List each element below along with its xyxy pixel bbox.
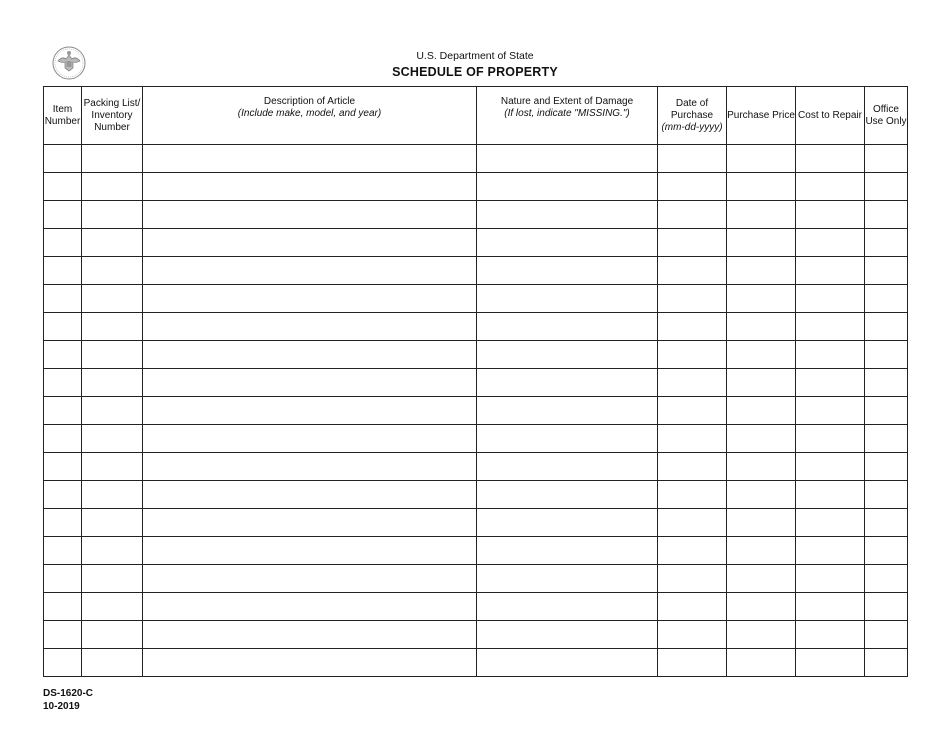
schedule-body bbox=[44, 145, 908, 677]
cell-cost-to-repair[interactable] bbox=[796, 481, 865, 509]
header-row bbox=[44, 87, 908, 145]
table-row bbox=[44, 369, 908, 397]
cell-description[interactable] bbox=[143, 481, 477, 509]
cell-description[interactable] bbox=[143, 201, 477, 229]
cell-date-of-purchase[interactable] bbox=[658, 313, 727, 341]
cell-packing-list[interactable] bbox=[82, 201, 143, 229]
cell-date-of-purchase[interactable] bbox=[658, 537, 727, 565]
cell-item-number[interactable] bbox=[44, 201, 82, 229]
cell-office-use[interactable] bbox=[865, 621, 908, 649]
cell-cost-to-repair[interactable] bbox=[796, 509, 865, 537]
col-header-purchase-price: Purchase Price bbox=[727, 87, 796, 145]
cell-packing-list[interactable] bbox=[82, 313, 143, 341]
cell-description[interactable] bbox=[143, 341, 477, 369]
table-row bbox=[44, 481, 908, 509]
col-header-item-number: Item Number bbox=[44, 87, 82, 145]
cell-packing-list[interactable] bbox=[82, 145, 143, 173]
cell-packing-list[interactable] bbox=[82, 369, 143, 397]
cell-damage[interactable] bbox=[477, 285, 658, 313]
col-header-cost-to-repair: Cost to Repair bbox=[796, 87, 865, 145]
cell-description[interactable] bbox=[143, 229, 477, 257]
table-row bbox=[44, 313, 908, 341]
cell-date-of-purchase[interactable] bbox=[658, 145, 727, 173]
cell-damage[interactable] bbox=[477, 509, 658, 537]
cell-cost-to-repair[interactable] bbox=[796, 649, 865, 677]
cell-cost-to-repair[interactable] bbox=[796, 201, 865, 229]
cell-item-number[interactable] bbox=[44, 453, 82, 481]
cell-damage[interactable] bbox=[477, 229, 658, 257]
cell-packing-list[interactable] bbox=[82, 257, 143, 285]
cell-office-use[interactable] bbox=[865, 369, 908, 397]
cell-office-use[interactable] bbox=[865, 649, 908, 677]
property-schedule-table bbox=[43, 86, 908, 677]
cell-damage[interactable] bbox=[477, 453, 658, 481]
col-header-packing-list: Packing List/ Inventory Number bbox=[82, 87, 143, 145]
cell-description[interactable] bbox=[143, 649, 477, 677]
col-header-description: Description of Article (Include make, model, and year) bbox=[143, 87, 477, 145]
cell-cost-to-repair[interactable] bbox=[796, 593, 865, 621]
cell-purchase-price[interactable] bbox=[727, 201, 796, 229]
cell-packing-list[interactable] bbox=[82, 649, 143, 677]
cell-packing-list[interactable] bbox=[82, 229, 143, 257]
table-row bbox=[44, 649, 908, 677]
cell-date-of-purchase[interactable] bbox=[658, 481, 727, 509]
form-identifier bbox=[43, 687, 93, 713]
cell-item-number[interactable] bbox=[44, 593, 82, 621]
cell-damage[interactable] bbox=[477, 425, 658, 453]
form-revision: 10-2019 bbox=[43, 701, 80, 712]
cell-item-number[interactable] bbox=[44, 257, 82, 285]
cell-purchase-price[interactable] bbox=[727, 397, 796, 425]
cell-purchase-price[interactable] bbox=[727, 593, 796, 621]
cell-item-number[interactable] bbox=[44, 565, 82, 593]
cell-office-use[interactable] bbox=[865, 145, 908, 173]
cell-purchase-price[interactable] bbox=[727, 621, 796, 649]
cell-cost-to-repair[interactable] bbox=[796, 173, 865, 201]
cell-packing-list[interactable] bbox=[82, 285, 143, 313]
cell-packing-list[interactable] bbox=[82, 621, 143, 649]
cell-date-of-purchase[interactable] bbox=[658, 173, 727, 201]
cell-cost-to-repair[interactable] bbox=[796, 285, 865, 313]
cell-damage[interactable] bbox=[477, 621, 658, 649]
cell-cost-to-repair[interactable] bbox=[796, 425, 865, 453]
cell-purchase-price[interactable] bbox=[727, 453, 796, 481]
cell-office-use[interactable] bbox=[865, 229, 908, 257]
cell-purchase-price[interactable] bbox=[727, 173, 796, 201]
agency-name: U.S. Department of State bbox=[416, 50, 534, 62]
cell-item-number[interactable] bbox=[44, 649, 82, 677]
cell-packing-list[interactable] bbox=[82, 425, 143, 453]
cell-purchase-price[interactable] bbox=[727, 257, 796, 285]
cell-damage[interactable] bbox=[477, 257, 658, 285]
cell-date-of-purchase[interactable] bbox=[658, 565, 727, 593]
cell-item-number[interactable] bbox=[44, 621, 82, 649]
table-row bbox=[44, 285, 908, 313]
col-header-office-use: Office Use Only bbox=[865, 87, 908, 145]
cell-purchase-price[interactable] bbox=[727, 313, 796, 341]
cell-office-use[interactable] bbox=[865, 397, 908, 425]
cell-purchase-price[interactable] bbox=[727, 285, 796, 313]
cell-packing-list[interactable] bbox=[82, 341, 143, 369]
cell-damage[interactable] bbox=[477, 173, 658, 201]
cell-office-use[interactable] bbox=[865, 257, 908, 285]
cell-cost-to-repair[interactable] bbox=[796, 257, 865, 285]
table-row bbox=[44, 425, 908, 453]
cell-description[interactable] bbox=[143, 565, 477, 593]
cell-description[interactable] bbox=[143, 145, 477, 173]
cell-item-number[interactable] bbox=[44, 229, 82, 257]
cell-purchase-price[interactable] bbox=[727, 145, 796, 173]
cell-date-of-purchase[interactable] bbox=[658, 621, 727, 649]
table-row bbox=[44, 145, 908, 173]
cell-packing-list[interactable] bbox=[82, 565, 143, 593]
cell-date-of-purchase[interactable] bbox=[658, 201, 727, 229]
cell-purchase-price[interactable] bbox=[727, 369, 796, 397]
cell-packing-list[interactable] bbox=[82, 593, 143, 621]
cell-item-number[interactable] bbox=[44, 173, 82, 201]
cell-item-number[interactable] bbox=[44, 425, 82, 453]
cell-office-use[interactable] bbox=[865, 481, 908, 509]
table-row bbox=[44, 173, 908, 201]
cell-office-use[interactable] bbox=[865, 565, 908, 593]
cell-packing-list[interactable] bbox=[82, 509, 143, 537]
cell-description[interactable] bbox=[143, 397, 477, 425]
cell-purchase-price[interactable] bbox=[727, 425, 796, 453]
cell-item-number[interactable] bbox=[44, 313, 82, 341]
cell-damage[interactable] bbox=[477, 481, 658, 509]
cell-purchase-price[interactable] bbox=[727, 565, 796, 593]
cell-date-of-purchase[interactable] bbox=[658, 509, 727, 537]
cell-cost-to-repair[interactable] bbox=[796, 313, 865, 341]
cell-purchase-price[interactable] bbox=[727, 509, 796, 537]
cell-cost-to-repair[interactable] bbox=[796, 369, 865, 397]
cell-office-use[interactable] bbox=[865, 537, 908, 565]
cell-date-of-purchase[interactable] bbox=[658, 341, 727, 369]
cell-cost-to-repair[interactable] bbox=[796, 341, 865, 369]
table-row bbox=[44, 341, 908, 369]
table-row bbox=[44, 453, 908, 481]
cell-cost-to-repair[interactable] bbox=[796, 565, 865, 593]
cell-damage[interactable] bbox=[477, 201, 658, 229]
cell-cost-to-repair[interactable] bbox=[796, 229, 865, 257]
cell-cost-to-repair[interactable] bbox=[796, 145, 865, 173]
cell-date-of-purchase[interactable] bbox=[658, 593, 727, 621]
cell-purchase-price[interactable] bbox=[727, 537, 796, 565]
cell-damage[interactable] bbox=[477, 313, 658, 341]
cell-packing-list[interactable] bbox=[82, 537, 143, 565]
page-title: SCHEDULE OF PROPERTY bbox=[392, 65, 558, 79]
cell-date-of-purchase[interactable] bbox=[658, 229, 727, 257]
table-row bbox=[44, 621, 908, 649]
cell-cost-to-repair[interactable] bbox=[796, 397, 865, 425]
cell-item-number[interactable] bbox=[44, 285, 82, 313]
cell-office-use[interactable] bbox=[865, 201, 908, 229]
cell-damage[interactable] bbox=[477, 341, 658, 369]
cell-description[interactable] bbox=[143, 369, 477, 397]
cell-cost-to-repair[interactable] bbox=[796, 537, 865, 565]
cell-damage[interactable] bbox=[477, 369, 658, 397]
cell-cost-to-repair[interactable] bbox=[796, 621, 865, 649]
cell-description[interactable] bbox=[143, 537, 477, 565]
cell-date-of-purchase[interactable] bbox=[658, 397, 727, 425]
cell-office-use[interactable] bbox=[865, 425, 908, 453]
cell-item-number[interactable] bbox=[44, 145, 82, 173]
cell-office-use[interactable] bbox=[865, 453, 908, 481]
cell-description[interactable] bbox=[143, 509, 477, 537]
cell-packing-list[interactable] bbox=[82, 173, 143, 201]
cell-description[interactable] bbox=[143, 285, 477, 313]
cell-damage[interactable] bbox=[477, 145, 658, 173]
table-row bbox=[44, 537, 908, 565]
cell-cost-to-repair[interactable] bbox=[796, 453, 865, 481]
cell-date-of-purchase[interactable] bbox=[658, 285, 727, 313]
table-row bbox=[44, 509, 908, 537]
cell-damage[interactable] bbox=[477, 649, 658, 677]
table-row bbox=[44, 201, 908, 229]
cell-item-number[interactable] bbox=[44, 369, 82, 397]
cell-description[interactable] bbox=[143, 621, 477, 649]
cell-date-of-purchase[interactable] bbox=[658, 453, 727, 481]
cell-date-of-purchase[interactable] bbox=[658, 257, 727, 285]
cell-purchase-price[interactable] bbox=[727, 481, 796, 509]
cell-purchase-price[interactable] bbox=[727, 229, 796, 257]
table-row bbox=[44, 257, 908, 285]
cell-purchase-price[interactable] bbox=[727, 649, 796, 677]
cell-description[interactable] bbox=[143, 173, 477, 201]
cell-packing-list[interactable] bbox=[82, 453, 143, 481]
table-row bbox=[44, 229, 908, 257]
cell-office-use[interactable] bbox=[865, 173, 908, 201]
cell-date-of-purchase[interactable] bbox=[658, 369, 727, 397]
col-header-date-of-purchase: Date of Purchase (mm-dd-yyyy) bbox=[658, 87, 727, 145]
cell-date-of-purchase[interactable] bbox=[658, 425, 727, 453]
cell-damage[interactable] bbox=[477, 565, 658, 593]
cell-item-number[interactable] bbox=[44, 509, 82, 537]
cell-item-number[interactable] bbox=[44, 481, 82, 509]
cell-office-use[interactable] bbox=[865, 341, 908, 369]
cell-item-number[interactable] bbox=[44, 341, 82, 369]
cell-description[interactable] bbox=[143, 425, 477, 453]
table-row bbox=[44, 565, 908, 593]
cell-description[interactable] bbox=[143, 257, 477, 285]
cell-item-number[interactable] bbox=[44, 537, 82, 565]
cell-date-of-purchase[interactable] bbox=[658, 649, 727, 677]
cell-office-use[interactable] bbox=[865, 593, 908, 621]
cell-item-number[interactable] bbox=[44, 397, 82, 425]
cell-description[interactable] bbox=[143, 453, 477, 481]
table-row bbox=[44, 593, 908, 621]
cell-damage[interactable] bbox=[477, 397, 658, 425]
cell-description[interactable] bbox=[143, 313, 477, 341]
cell-office-use[interactable] bbox=[865, 285, 908, 313]
cell-office-use[interactable] bbox=[865, 509, 908, 537]
cell-description[interactable] bbox=[143, 593, 477, 621]
form-number: DS-1620-C bbox=[43, 688, 94, 699]
cell-packing-list[interactable] bbox=[82, 481, 143, 509]
cell-damage[interactable] bbox=[477, 593, 658, 621]
cell-purchase-price[interactable] bbox=[727, 341, 796, 369]
col-header-damage: Nature and Extent of Damage (If lost, indicate "MISSING.") bbox=[477, 87, 658, 145]
cell-damage[interactable] bbox=[477, 537, 658, 565]
cell-packing-list[interactable] bbox=[82, 397, 143, 425]
cell-office-use[interactable] bbox=[865, 313, 908, 341]
table-row bbox=[44, 397, 908, 425]
